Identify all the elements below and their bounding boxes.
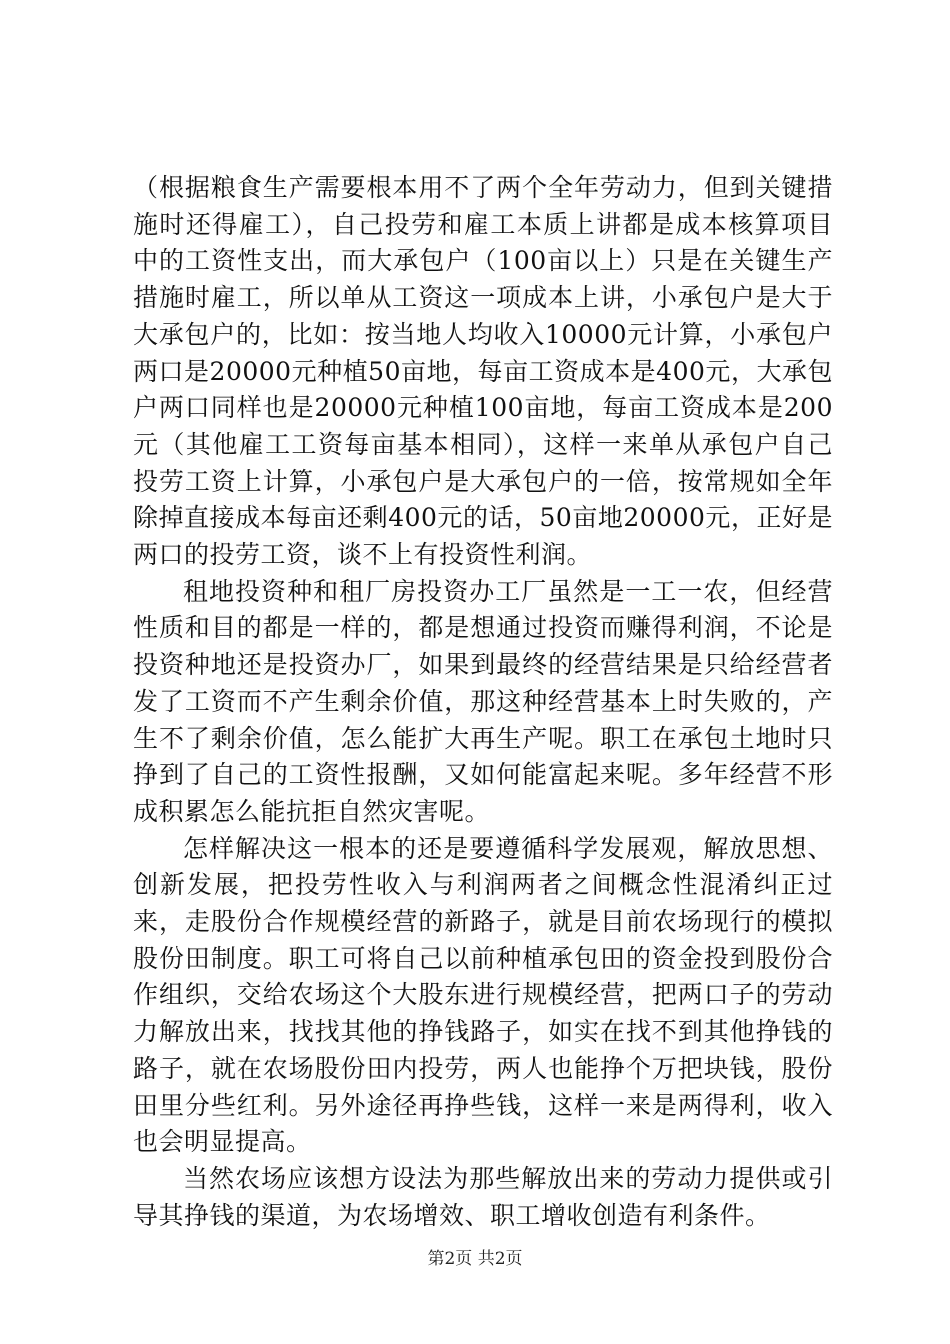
page-footer: 第2页 共2页 [427, 1249, 523, 1269]
document-body [133, 170, 833, 1234]
paragraph: 租地投资种和租厂房投资办工厂虽然是一工一农，但经营性质和目的都是一样的，都是想通过投资而赚得利润，不论是投资种地还是投资办厂，如果到最终的经营结果是只给经营者发了工资而不产生剩余价值，那这种经营基本上时失败的，产生不了剩余价值，怎么能扩大再生产呢。职工在承包土地时只挣到了自己的工资性报酬，又如何能富起来呢。多年经营不形成积累怎么能抗拒自然灾害呢。 [133, 576, 833, 826]
paragraph: 当然农场应该想方设法为那些解放出来的劳动力提供或引导其挣钱的渠道，为农场增效、职工增收创造有利条件。 [133, 1163, 833, 1230]
paragraph: 怎样解决这一根本的还是要遵循科学发展观，解放思想、创新发展，把投劳性收入与利润两者之间概念性混淆纠正过来，走股份合作规模经营的新路子，就是目前农场现行的模拟股份田制度。职工可将自己以前种植承包田的资金投到股份合作组织，交给农场这个大股东进行规模经营，把两口子的劳动力解放出来，找找其他的挣钱路子，如实在找不到其他挣钱的路子，就在农场股份田内投劳，两人也能挣个万把块钱，股份田里分些红利。另外途径再挣些钱，这样一来是两得利，收入也会明显提高。 [133, 833, 833, 1157]
paragraph-continuation: （根据粮食生产需要根本用不了两个全年劳动力，但到关键措施时还得雇工），自己投劳和雇工本质上讲都是成本核算项目中的工资性支出，而大承包户（100亩以上）只是在关键生产措施时雇工，所以单从工资这一项成本上讲，小承包户是大于大承包户的，比如：按当地人均收入10000元计算，小承包户两口是20000元种植50亩地，每亩工资成本是400元，大承包户两口同样也是20000元种植100亩地，每亩工资成本是200元（其他雇工工资每亩基本相同），这样一来单从承包户自己投劳工资上计算，小承包户是大承包户的一倍，按常规如全年除掉直接成本每亩还剩400元的话，50亩地20000元，正好是两口的投劳工资，谈不上有投资性利润。 [133, 173, 833, 570]
